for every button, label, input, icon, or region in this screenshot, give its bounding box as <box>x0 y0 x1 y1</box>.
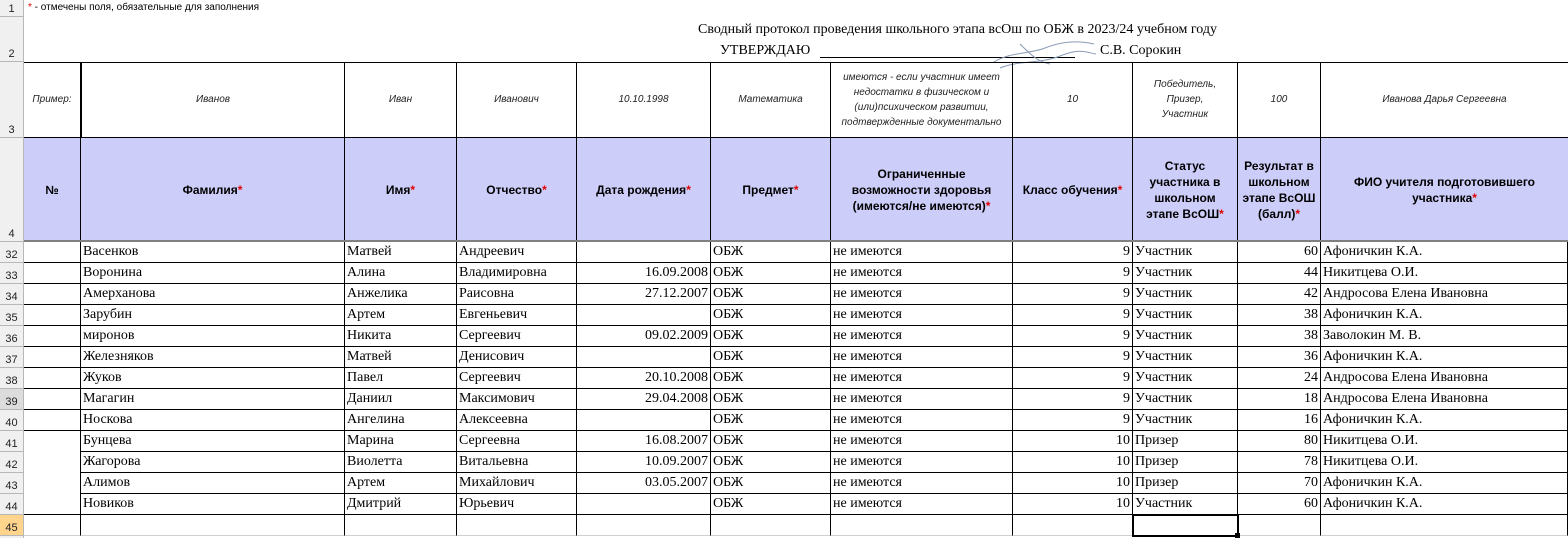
cell-patronymic[interactable]: Витальевна <box>457 452 577 473</box>
header-status-label: Статус участника в школьном этапе ВсОШ <box>1146 158 1221 221</box>
cell-num[interactable] <box>24 305 81 326</box>
required-note-text: - отмечены поля, обязательные для заполнения <box>31 2 260 13</box>
cell-num[interactable] <box>24 242 81 263</box>
cell-teacher[interactable]: Андросова Елена Ивановна <box>1321 368 1568 389</box>
example-surname[interactable]: Иванов <box>81 62 345 138</box>
cell-status[interactable]: Участник <box>1133 326 1238 347</box>
required-star: * <box>542 182 547 197</box>
cell-num[interactable] <box>24 326 81 347</box>
required-star: * <box>686 182 691 197</box>
example-patronymic[interactable]: Иванович <box>457 62 577 138</box>
example-score[interactable]: 100 <box>1238 62 1321 138</box>
cell-num[interactable] <box>24 431 81 452</box>
cell-limits[interactable]: не имеются <box>831 263 1013 284</box>
row-header[interactable]: 35 <box>0 305 24 326</box>
cell-subject[interactable]: ОБЖ <box>711 494 831 515</box>
cell-subject[interactable]: ОБЖ <box>711 389 831 410</box>
cell-limits[interactable]: не имеются <box>831 494 1013 515</box>
row-header[interactable]: 3 <box>0 62 24 138</box>
cell-surname[interactable]: Васенков <box>81 242 345 263</box>
header-teacher[interactable] <box>1321 138 1568 242</box>
cell-grade[interactable]: 10 <box>1013 452 1133 473</box>
approve-label: УТВЕРЖДАЮ <box>720 43 811 58</box>
cell-birth[interactable]: 16.08.2007 <box>577 431 711 452</box>
required-star: * <box>1295 206 1300 221</box>
cell-surname[interactable]: миронов <box>81 326 345 347</box>
cell-subject[interactable]: ОБЖ <box>711 368 831 389</box>
header-grade[interactable] <box>1013 138 1133 242</box>
cell-teacher[interactable]: Заволокин М. В. <box>1321 326 1568 347</box>
cell-score[interactable]: 80 <box>1238 431 1321 452</box>
required-star: * <box>237 182 243 197</box>
row-header[interactable]: 34 <box>0 284 24 305</box>
cell-surname[interactable]: Бунцева <box>81 431 345 452</box>
empty-cell[interactable] <box>831 515 1013 536</box>
header-status[interactable] <box>1133 138 1238 242</box>
cell-num[interactable] <box>24 389 81 410</box>
header-patronymic[interactable] <box>457 138 577 242</box>
row-header[interactable]: 4 <box>0 138 24 242</box>
cell-teacher[interactable]: Никитцева О.И. <box>1321 263 1568 284</box>
cell-grade[interactable]: 10 <box>1013 473 1133 494</box>
cell-limits[interactable]: не имеются <box>831 368 1013 389</box>
cell-patronymic[interactable]: Раисовна <box>457 284 577 305</box>
row-header[interactable]: 36 <box>0 326 24 347</box>
cell-name[interactable]: Дмитрий <box>345 494 457 515</box>
cell-score[interactable]: 38 <box>1238 305 1321 326</box>
cell-name[interactable]: Марина <box>345 431 457 452</box>
cell-score[interactable]: 24 <box>1238 368 1321 389</box>
cell-patronymic[interactable]: Сергеевич <box>457 368 577 389</box>
cell-num[interactable] <box>24 452 81 473</box>
cell-teacher[interactable]: Никитцева О.И. <box>1321 452 1568 473</box>
cell-status[interactable]: Призер <box>1133 473 1238 494</box>
cell-limits[interactable]: не имеются <box>831 431 1013 452</box>
cell-subject[interactable]: ОБЖ <box>711 452 831 473</box>
cell-grade[interactable]: 9 <box>1013 263 1133 284</box>
cell-name[interactable]: Даниил <box>345 389 457 410</box>
cell-grade[interactable]: 9 <box>1013 389 1133 410</box>
row-header[interactable]: 2 <box>0 17 24 62</box>
cell-name[interactable]: Ангелина <box>345 410 457 431</box>
cell-birth[interactable] <box>577 347 711 368</box>
row-header[interactable]: 38 <box>0 368 24 389</box>
cell-limits[interactable]: не имеются <box>831 242 1013 263</box>
header-grade-label: Класс обучения <box>1022 182 1118 197</box>
cell-teacher[interactable]: Андросова Елена Ивановна <box>1321 284 1568 305</box>
empty-cell[interactable] <box>1238 515 1321 536</box>
cell-patronymic[interactable]: Алексеевна <box>457 410 577 431</box>
example-subject[interactable]: Математика <box>711 62 831 138</box>
cell-score[interactable]: 38 <box>1238 326 1321 347</box>
row-header[interactable]: 40 <box>0 410 24 431</box>
selected-cell[interactable] <box>1132 514 1239 537</box>
fill-handle[interactable] <box>1235 533 1240 538</box>
cell-grade[interactable]: 10 <box>1013 494 1133 515</box>
cell-limits[interactable]: не имеются <box>831 452 1013 473</box>
cell-grade[interactable]: 9 <box>1013 305 1133 326</box>
cell-name[interactable]: Никита <box>345 326 457 347</box>
cell-status[interactable]: Призер <box>1133 452 1238 473</box>
cell-patronymic[interactable]: Владимировна <box>457 263 577 284</box>
cell-score[interactable]: 42 <box>1238 284 1321 305</box>
required-star: * <box>793 182 799 197</box>
cell-surname[interactable]: Амерханова <box>81 284 345 305</box>
empty-cell[interactable] <box>345 515 457 536</box>
empty-cell[interactable] <box>711 515 831 536</box>
row-header[interactable]: 43 <box>0 473 24 494</box>
header-subject[interactable] <box>711 138 831 242</box>
cell-birth[interactable] <box>577 410 711 431</box>
cell-grade[interactable]: 9 <box>1013 347 1133 368</box>
cell-teacher[interactable]: Афоничкин К.А. <box>1321 305 1568 326</box>
empty-cell[interactable] <box>1013 515 1133 536</box>
header-score[interactable] <box>1238 138 1321 242</box>
cell-birth[interactable]: 29.04.2008 <box>577 389 711 410</box>
header-teacher-label: ФИО учителя подготовившего участника <box>1354 174 1535 205</box>
cell-name[interactable]: Матвей <box>345 242 457 263</box>
example-birth[interactable]: 10.10.1998 <box>577 62 711 138</box>
cell-num[interactable] <box>24 473 81 494</box>
row-header[interactable]: 41 <box>0 431 24 452</box>
example-status[interactable]: Победитель, Призер, Участник <box>1133 62 1238 138</box>
header-name-label: Имя <box>385 182 411 197</box>
header-subject-label: Предмет <box>742 182 794 197</box>
cell-subject[interactable]: ОБЖ <box>711 410 831 431</box>
cell-name[interactable]: Павел <box>345 368 457 389</box>
header-limits-label: Ограниченные возможности здоровья (имеются/не имеются) <box>851 166 992 213</box>
cell-status[interactable]: Участник <box>1133 242 1238 263</box>
required-star: * <box>1472 190 1477 205</box>
cell-patronymic[interactable]: Михайлович <box>457 473 577 494</box>
row-header[interactable]: 37 <box>0 347 24 368</box>
cell-limits[interactable]: не имеются <box>831 410 1013 431</box>
empty-cell[interactable] <box>457 515 577 536</box>
cell-subject[interactable]: ОБЖ <box>711 431 831 452</box>
cell-score[interactable]: 18 <box>1238 389 1321 410</box>
cell-surname[interactable]: Носкова <box>81 410 345 431</box>
cell-patronymic[interactable]: Андреевич <box>457 242 577 263</box>
cell-teacher[interactable]: Афоничкин К.А. <box>1321 494 1568 515</box>
cell-patronymic[interactable]: Сергеевич <box>457 326 577 347</box>
row-header[interactable]: 44 <box>0 494 24 515</box>
cell-grade[interactable]: 10 <box>1013 431 1133 452</box>
cell-status[interactable]: Участник <box>1133 305 1238 326</box>
cell-score[interactable]: 78 <box>1238 452 1321 473</box>
empty-cell[interactable] <box>577 515 711 536</box>
cell-limits[interactable]: не имеются <box>831 389 1013 410</box>
cell-name[interactable]: Артем <box>345 473 457 494</box>
required-star: * <box>985 198 991 213</box>
cell-birth[interactable]: 09.02.2009 <box>577 326 711 347</box>
cell-grade[interactable]: 9 <box>1013 284 1133 305</box>
cell-name[interactable]: Анжелика <box>345 284 457 305</box>
cell-subject[interactable]: ОБЖ <box>711 305 831 326</box>
header-surname[interactable] <box>81 138 345 242</box>
cell-surname[interactable]: Магагин <box>81 389 345 410</box>
cell-name[interactable]: Алина <box>345 263 457 284</box>
required-star: * <box>28 2 32 13</box>
cell-grade[interactable]: 9 <box>1013 326 1133 347</box>
cell-surname[interactable]: Новиков <box>81 494 345 515</box>
cell-limits[interactable]: не имеются <box>831 347 1013 368</box>
page-title: Сводный протокол проведения школьного этапа всОш по ОБЖ в 2023/24 учебном году <box>698 22 1217 37</box>
cell-subject[interactable]: ОБЖ <box>711 263 831 284</box>
example-name[interactable]: Иван <box>345 62 457 138</box>
cell-teacher[interactable]: Андросова Елена Ивановна <box>1321 389 1568 410</box>
cell-surname[interactable]: Алимов <box>81 473 345 494</box>
cell-birth[interactable]: 03.05.2007 <box>577 473 711 494</box>
cell-patronymic[interactable]: Максимович <box>457 389 577 410</box>
signer-name: С.В. Сорокин <box>1100 43 1182 58</box>
cell-limits[interactable]: не имеются <box>831 473 1013 494</box>
cell-birth[interactable]: 10.09.2007 <box>577 452 711 473</box>
header-birth-label: Дата рождения <box>596 182 687 197</box>
cell-score[interactable]: 36 <box>1238 347 1321 368</box>
cell-grade[interactable]: 9 <box>1013 410 1133 431</box>
example-label[interactable]: Пример: <box>24 62 81 138</box>
cell-status[interactable]: Участник <box>1133 347 1238 368</box>
cell-patronymic[interactable]: Сергеевна <box>457 431 577 452</box>
cell-patronymic[interactable]: Юрьевич <box>457 494 577 515</box>
cell-grade[interactable]: 9 <box>1013 242 1133 263</box>
cell-score[interactable]: 60 <box>1238 242 1321 263</box>
header-score-label: Результат в школьном этапе ВсОШ (балл) <box>1242 158 1316 221</box>
example-limits[interactable]: имеются - если участник имеет недостатки в физическом и (или)психическом развитии, подтвержденные документально <box>831 62 1013 138</box>
cell-teacher[interactable]: Никитцева О.И. <box>1321 431 1568 452</box>
cell-birth[interactable] <box>577 242 711 263</box>
required-star: * <box>410 182 416 197</box>
cell-num[interactable] <box>24 284 81 305</box>
cell-teacher[interactable]: Афоничкин К.А. <box>1321 242 1568 263</box>
header-birth[interactable] <box>577 138 711 242</box>
cell-num[interactable] <box>24 263 81 284</box>
cell-birth[interactable]: 16.09.2008 <box>577 263 711 284</box>
cell-patronymic[interactable]: Денисович <box>457 347 577 368</box>
empty-cell[interactable] <box>81 515 345 536</box>
required-star: * <box>1219 206 1224 221</box>
cell-score[interactable]: 60 <box>1238 494 1321 515</box>
cell-patronymic[interactable]: Евгеньевич <box>457 305 577 326</box>
cell-teacher[interactable]: Афоничкин К.А. <box>1321 473 1568 494</box>
cell-surname[interactable]: Железняков <box>81 347 345 368</box>
cell-score[interactable]: 16 <box>1238 410 1321 431</box>
cell-subject[interactable]: ОБЖ <box>711 242 831 263</box>
cell-name[interactable]: Матвей <box>345 347 457 368</box>
cell-status[interactable]: Участник <box>1133 284 1238 305</box>
cell-subject[interactable]: ОБЖ <box>711 326 831 347</box>
cell-status[interactable]: Участник <box>1133 494 1238 515</box>
cell-subject[interactable]: ОБЖ <box>711 347 831 368</box>
empty-cell[interactable] <box>1321 515 1568 536</box>
header-name[interactable] <box>345 138 457 242</box>
cell-grade[interactable]: 9 <box>1013 368 1133 389</box>
cell-surname[interactable]: Воронина <box>81 263 345 284</box>
cell-birth[interactable]: 27.12.2007 <box>577 284 711 305</box>
cell-surname[interactable]: Зарубин <box>81 305 345 326</box>
header-limits[interactable] <box>831 138 1013 242</box>
cell-birth[interactable] <box>577 494 711 515</box>
cell-subject[interactable]: ОБЖ <box>711 284 831 305</box>
row-header[interactable]: 1 <box>0 0 24 17</box>
cell-teacher[interactable]: Афоничкин К.А. <box>1321 347 1568 368</box>
cell-birth[interactable] <box>577 305 711 326</box>
cell-status[interactable]: Участник <box>1133 389 1238 410</box>
cell-name[interactable]: Виолетта <box>345 452 457 473</box>
required-note <box>28 2 259 13</box>
cell-limits[interactable]: не имеются <box>831 326 1013 347</box>
cell-teacher[interactable]: Афоничкин К.А. <box>1321 410 1568 431</box>
cell-birth[interactable]: 20.10.2008 <box>577 368 711 389</box>
cell-surname[interactable]: Жуков <box>81 368 345 389</box>
cell-name[interactable]: Артем <box>345 305 457 326</box>
example-grade[interactable]: 10 <box>1013 62 1133 138</box>
cell-subject[interactable]: ОБЖ <box>711 473 831 494</box>
row-header-selected[interactable]: 45 <box>0 515 24 536</box>
row-header[interactable]: 32 <box>0 242 24 263</box>
required-star: * <box>1117 182 1123 197</box>
cell-num[interactable] <box>24 410 81 431</box>
header-surname-label: Фамилия <box>182 182 238 197</box>
cell-status[interactable]: Участник <box>1133 410 1238 431</box>
header-patronymic-label: Отчество <box>486 182 543 197</box>
row-header[interactable]: 33 <box>0 263 24 284</box>
cell-score[interactable]: 70 <box>1238 473 1321 494</box>
cell-limits[interactable]: не имеются <box>831 284 1013 305</box>
cell-status[interactable]: Призер <box>1133 431 1238 452</box>
example-teacher[interactable]: Иванова Дарья Сергеевна <box>1321 62 1568 138</box>
header-num-label: № <box>45 182 59 197</box>
row-header[interactable]: 42 <box>0 452 24 473</box>
cell-num[interactable] <box>24 368 81 389</box>
empty-cell[interactable] <box>24 515 81 536</box>
cell-surname[interactable]: Жагорова <box>81 452 345 473</box>
row-header[interactable]: 39 <box>0 389 24 410</box>
header-num[interactable] <box>24 138 81 242</box>
cell-score[interactable]: 44 <box>1238 263 1321 284</box>
cell-status[interactable]: Участник <box>1133 263 1238 284</box>
cell-status[interactable]: Участник <box>1133 368 1238 389</box>
cell-num[interactable] <box>24 494 81 515</box>
cell-limits[interactable]: не имеются <box>831 305 1013 326</box>
cell-num[interactable] <box>24 347 81 368</box>
